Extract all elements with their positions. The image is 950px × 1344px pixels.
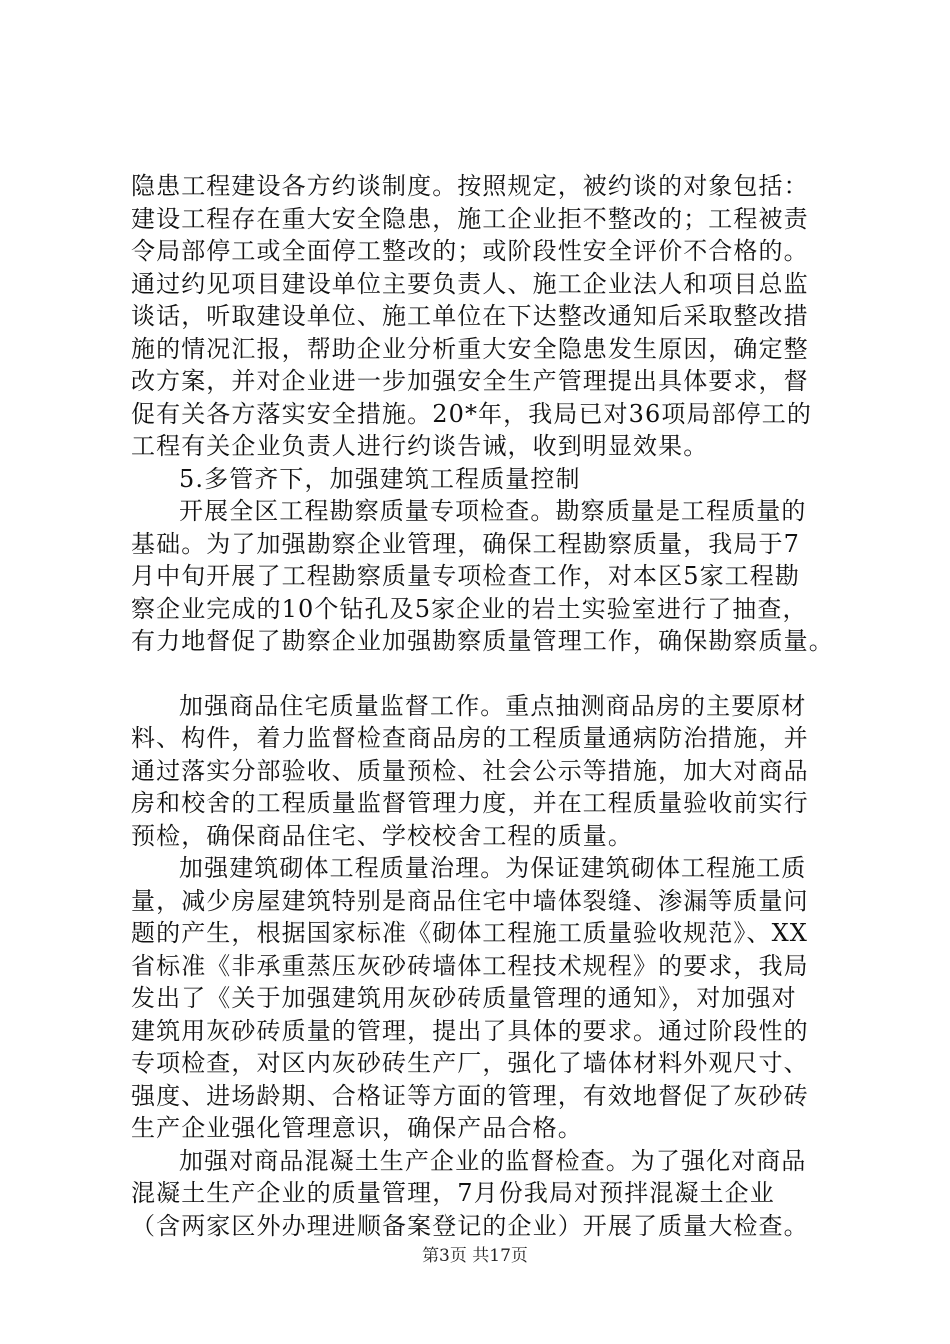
document-body <box>131 170 851 1242</box>
text-line: 加强商品住宅质量监督工作。重点抽测商品房的主要原材 <box>179 691 807 720</box>
text-line: 通过落实分部验收、质量预检、社会公示等措施，加大对商品 <box>131 756 809 785</box>
text-line: 开展全区工程勘察质量专项检查。勘察质量是工程质量的 <box>179 497 807 525</box>
text-line: 省标准《非承重蒸压灰砂砖墙体工程技术规程》的要求，我局 <box>131 951 809 980</box>
text-line: 促有关各方落实安全措施。20*年，我局已对36项局部停工的 <box>131 399 812 428</box>
text-line: 加强对商品混凝土生产企业的监督检查。为了强化对商品 <box>179 1146 807 1175</box>
text-line: 混凝土生产企业的质量管理，7月份我局对预拌混凝土企业 <box>131 1179 775 1207</box>
section-heading <box>131 463 851 496</box>
text-line: 月中旬开展了工程勘察质量专项检查工作，对本区5家工程勘 <box>131 562 800 590</box>
text-line: （含两家区外办理进顺备案登记的企业）开展了质量大检查。 <box>131 1211 809 1240</box>
text-line: 料、构件，着力监督检查商品房的工程质量通病防治措施，并 <box>131 724 809 752</box>
paragraph-masonry-quality <box>131 852 851 1145</box>
text-line: 察企业完成的10个钻孔及5家企业的岩土实验室进行了抽查， <box>131 594 808 623</box>
paragraph-gap <box>131 658 851 690</box>
paragraph-concrete-inspection <box>131 1145 851 1243</box>
paragraph-interview-system <box>131 170 851 463</box>
text-line: 改方案，并对企业进一步加强安全生产管理提出具体要求，督 <box>131 367 809 395</box>
text-line: 量，减少房屋建筑特别是商品住宅中墙体裂缝、渗漏等质量问 <box>131 886 809 915</box>
text-line: 隐患工程建设各方约谈制度。按照规定，被约谈的对象包括： <box>131 172 809 200</box>
page-footer <box>0 1241 950 1266</box>
section-heading-text: 5.多管齐下，加强建筑工程质量控制 <box>179 464 581 493</box>
text-line: 题的产生，根据国家标准《砌体工程施工质量验收规范》、XX <box>131 919 808 947</box>
paragraph-housing-quality <box>131 690 851 853</box>
text-line: 专项检查，对区内灰砂砖生产厂，强化了墙体材料外观尺寸、 <box>131 1049 809 1077</box>
paragraph-survey-inspection <box>131 495 851 658</box>
text-line: 通过约见项目建设单位主要负责人、施工企业法人和项目总监 <box>131 269 809 298</box>
text-line: 发出了《关于加强建筑用灰砂砖质量管理的通知》，对加强对 <box>131 984 797 1012</box>
text-line: 施的情况汇报，帮助企业分析重大安全隐患发生原因，确定整 <box>131 334 809 363</box>
text-line: 加强建筑砌体工程质量治理。为保证建筑砌体工程施工质 <box>179 854 807 882</box>
page-number: 第3页 共17页 <box>422 1246 528 1266</box>
text-line: 建设工程存在重大安全隐患，施工企业拒不整改的；工程被责 <box>131 204 809 233</box>
text-line: 生产企业强化管理意识，确保产品合格。 <box>131 1114 583 1142</box>
text-line: 有力地督促了勘察企业加强勘察质量管理工作，确保勘察质量。 <box>131 627 834 655</box>
text-line: 基础。为了加强勘察企业管理，确保工程勘察质量，我局于7 <box>131 529 800 558</box>
text-line: 谈话，听取建设单位、施工单位在下达整改通知后采取整改措 <box>131 302 809 330</box>
text-line: 令局部停工或全面停工整改的；或阶段性安全评价不合格的。 <box>131 237 809 265</box>
text-line: 强度、进场龄期、合格证等方面的管理，有效地督促了灰砂砖 <box>131 1081 809 1110</box>
text-line: 预检，确保商品住宅、学校校舍工程的质量。 <box>131 821 633 850</box>
text-line: 建筑用灰砂砖质量的管理，提出了具体的要求。通过阶段性的 <box>131 1016 809 1045</box>
text-line: 工程有关企业负责人进行约谈告诫，收到明显效果。 <box>131 432 709 460</box>
text-line: 房和校舍的工程质量监督管理力度，并在工程质量验收前实行 <box>131 789 809 817</box>
